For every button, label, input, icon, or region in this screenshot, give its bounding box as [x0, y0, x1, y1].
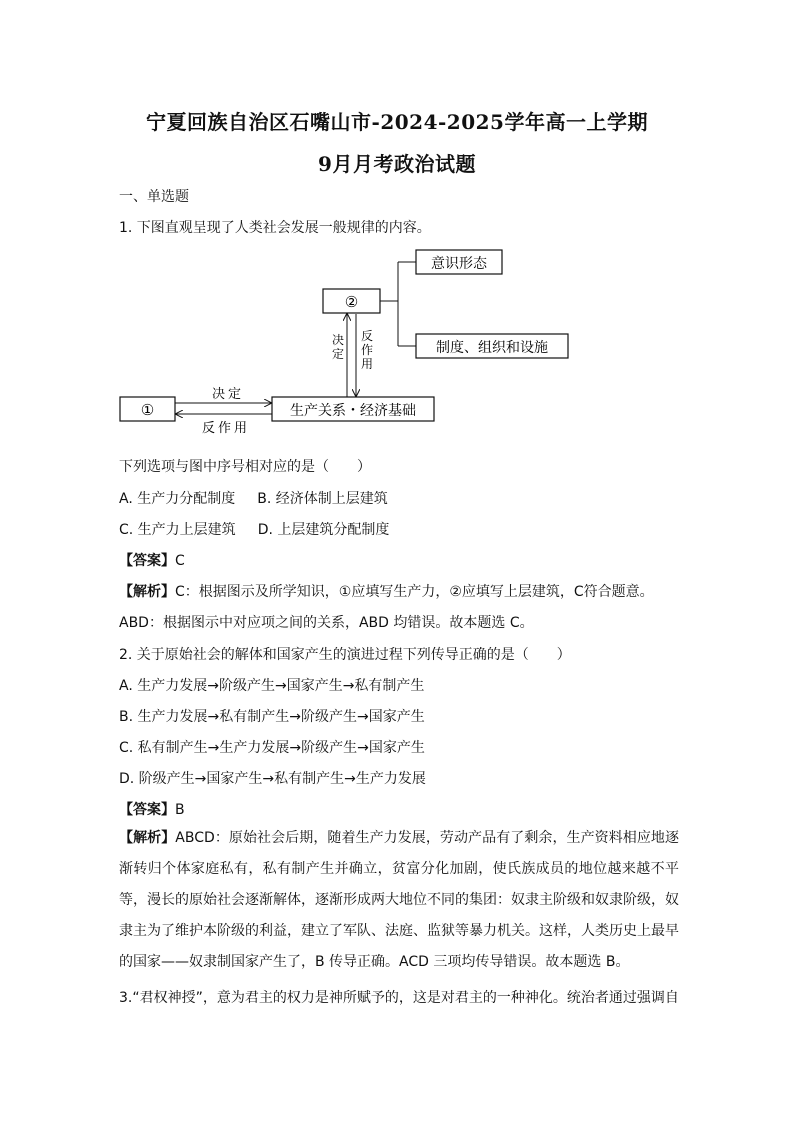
q1-options-ab — [119, 488, 388, 508]
q2-analysis-text: ABCD：原始社会后期，随着生产力发展，劳动产品有了剩余，生产资料相应地逐渐转归个体家庭私有，私有制产生并确立，贫富分化加剧，使氏族成员的地位越来越不平等，漫长的原始社会逐渐解体，逐渐形成两大地位不同的集团：奴隶主阶级和奴隶阶级，奴隶主为了维护本阶级的利益，建立了军队、法庭、监狱等暴力机关。这样，人类历史上最早的国家——奴隶制国家产生了，B 传导正确。ACD 三项均传导错误。故本题选 B。 — [119, 830, 680, 970]
section-heading: 一、单选题 — [119, 189, 189, 205]
q1-answer-value: C — [175, 553, 185, 569]
label-react-vertical: 反作用 — [360, 329, 374, 371]
title-line-1: 宁夏回族自治区石嘴山市-2024-2025学年高一上学期 — [146, 110, 648, 134]
q1-answer-label: 【答案】 — [119, 553, 175, 569]
q2-option-a: A. 生产力发展→阶级产生→国家产生→私有制产生 — [119, 678, 425, 694]
q2-analysis-label: 【解析】 — [119, 830, 176, 846]
q1-analysis-label: 【解析】 — [119, 584, 175, 600]
q3-stem: 3.“君权神授”，意为君主的权力是神所赋予的，这是对君主的一种神化。统治者通过强调自 — [119, 990, 679, 1006]
diagram-box-institution-label: 制度、组织和设施 — [436, 340, 548, 356]
q1-option-c: C. 生产力上层建筑 — [119, 522, 236, 538]
q2-stem: 2. 关于原始社会的解体和国家产生的演进过程下列传导正确的是（ ） — [119, 647, 571, 663]
q1-stem: 1. 下图直观呈现了人类社会发展一般规律的内容。 — [119, 220, 431, 236]
q1-option-b: B. 经济体制上层建筑 — [257, 491, 388, 507]
q1-answer — [119, 550, 185, 570]
q1-options-cd — [119, 519, 389, 539]
q1-analysis-text-1: C：根据图示及所学知识，①应填写生产力，②应填写上层建筑，C符合题意。 — [175, 584, 654, 600]
q1-question: 下列选项与图中序号相对应的是（ ） — [119, 459, 371, 475]
q2-option-d: D. 阶级产生→国家产生→私有制产生→生产力发展 — [119, 771, 426, 787]
diagram-box-2-label: ② — [344, 293, 359, 311]
label-react-horizontal: 反作用 — [201, 421, 251, 436]
title-line-2: 9月月考政治试题 — [318, 152, 476, 176]
diagram-box-1-label: ① — [140, 401, 155, 419]
q1-option-a: A. 生产力分配制度 — [119, 491, 236, 507]
q2-option-b: B. 生产力发展→私有制产生→阶级产生→国家产生 — [119, 709, 425, 725]
q1-analysis-line-1 — [119, 581, 654, 601]
q2-answer-value: B — [175, 802, 185, 818]
q1-analysis-line-2: ABD：根据图示中对应项之间的关系，ABD 均错误。故本题选 C。 — [119, 615, 534, 631]
q2-option-c: C. 私有制产生→生产力发展→阶级产生→国家产生 — [119, 740, 425, 756]
q2-answer — [119, 799, 185, 819]
diagram-box-base-label: 生产关系・经济基础 — [290, 403, 416, 419]
diagram-box-ideology-label: 意识形态 — [431, 256, 487, 272]
q2-answer-label: 【答案】 — [119, 802, 175, 818]
q2-analysis — [119, 823, 679, 978]
label-decide-horizontal: 决定 — [211, 387, 245, 402]
q1-diagram — [110, 240, 590, 440]
q1-option-d: D. 上层建筑分配制度 — [257, 522, 390, 538]
label-decide-vertical: 决定 — [331, 333, 345, 361]
